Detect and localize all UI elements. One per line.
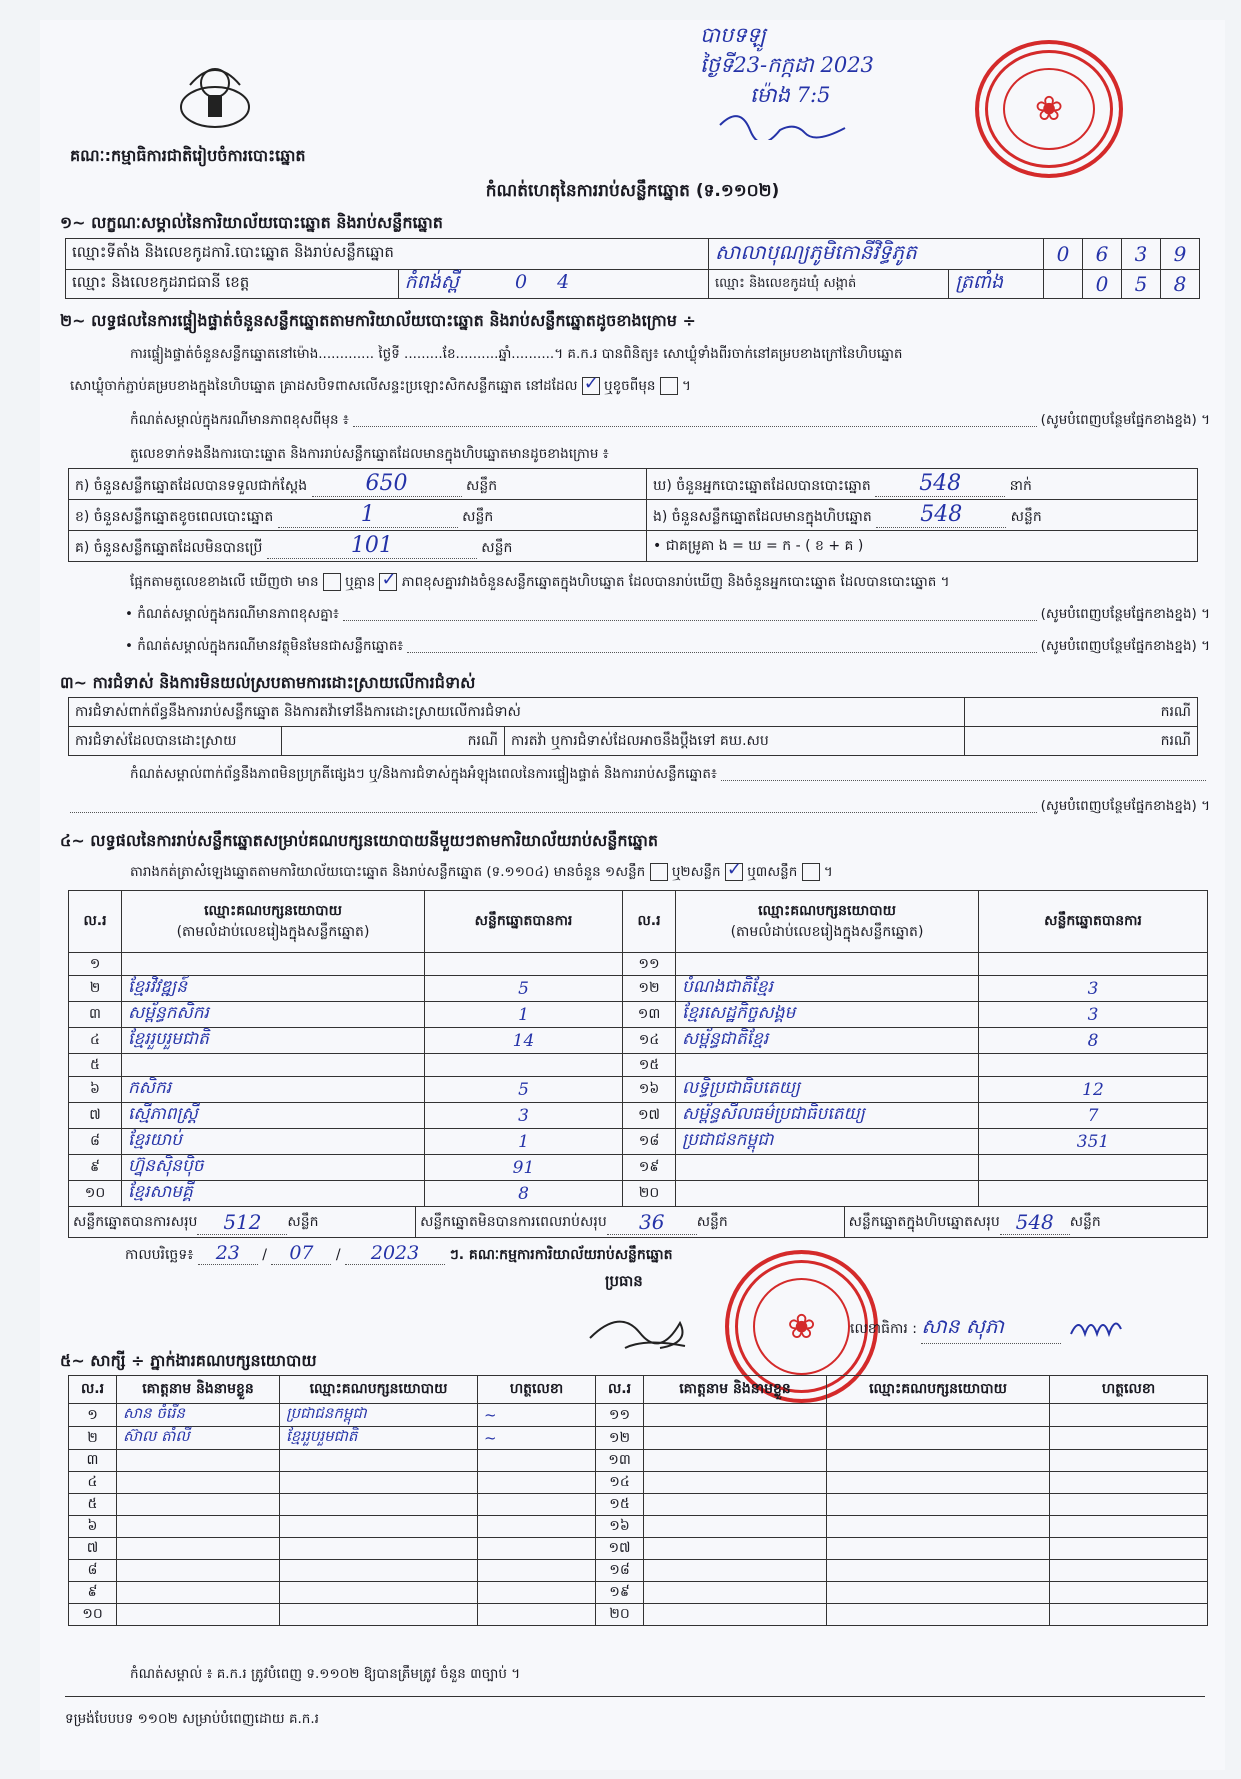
witness-signature	[1050, 1472, 1208, 1494]
total-box-label: សន្លឹកឆ្នោតក្នុងហិបឆ្នោតសរុប	[848, 1213, 1000, 1230]
witness-party: ខ្មែររួបរួមជាតិ	[280, 1427, 478, 1450]
note1-label: កំណត់សម្គាល់ក្នុងករណីមានភាពខុសពីមុន ៖	[130, 412, 349, 428]
form-footer: ទម្រង់បែបបទ ១១០២ សម្រាប់បំពេញដោយ គ.ក.រ	[65, 1711, 319, 1727]
vote-count	[979, 1155, 1208, 1181]
page-title: កំណត់ហេតុនៃការរាប់សន្លឹកឆ្នោត (ទ.១១០២)	[485, 181, 780, 201]
intact-checkbox[interactable]	[582, 377, 600, 395]
witness-row	[69, 1538, 1208, 1560]
witness-party	[280, 1538, 478, 1560]
secretary-label: លេខាធិការ	[850, 1321, 908, 1337]
row-number: ១១	[596, 1404, 644, 1427]
annotation-line: ថ្ងៃទី23-កក្កដា 2023	[700, 53, 874, 77]
witness-party	[280, 1560, 478, 1582]
formula: • ជាគម្រូគា ង = ឃ = ក - ( ខ + គ )	[647, 531, 1198, 562]
footer-rule	[65, 1696, 1205, 1697]
figure-unit: សន្លឹក	[1010, 509, 1042, 525]
witness-signature: ~	[478, 1427, 596, 1450]
resolved-label: ការជំទាស់ដែលបានដោះស្រាយ	[69, 727, 282, 756]
row-number: ១៤	[623, 1028, 676, 1054]
total-valid-label: សន្លឹកឆ្នោតបានការសរុប	[73, 1213, 198, 1230]
figure-unit: សន្លឹក	[462, 509, 494, 525]
results-table	[68, 890, 1208, 1238]
col-sign: ហត្ថលេខា	[1050, 1376, 1208, 1404]
party-name: ប្រជាជនកម្ពុជា	[676, 1129, 979, 1155]
results-row	[69, 976, 1208, 1002]
receipt-annotation	[700, 20, 874, 148]
witness-party	[827, 1560, 1050, 1582]
row-number: ៧	[69, 1103, 122, 1129]
witness-party	[827, 1472, 1050, 1494]
witness-name	[644, 1538, 827, 1560]
witness-row	[69, 1516, 1208, 1538]
code-digit: 3	[1122, 239, 1161, 270]
code-digit: 9	[1161, 239, 1200, 270]
row-number: ១២	[596, 1427, 644, 1450]
witness-name	[644, 1427, 827, 1450]
difference-line	[130, 573, 950, 593]
no-difference-checkbox[interactable]	[379, 573, 397, 591]
witness-signature	[478, 1538, 596, 1560]
figure-unit: នាក់	[1009, 478, 1032, 494]
two-sheet-label: ឬ២សន្លឹក	[671, 864, 721, 880]
row-number: ១៣	[596, 1450, 644, 1472]
section5-title: ៥~ សាក្សី ÷ ភ្នាក់ងារគណបក្សនយោបាយ	[60, 1351, 317, 1370]
section1-title: ១~ លក្ខណៈសម្គាល់នៃការិយាល័យបោះឆ្នោត និងរាប់សន្លឹកឆ្នោត	[60, 213, 443, 232]
witness-signature	[1050, 1538, 1208, 1560]
col-name: គោត្តនាម និងនាមខ្លួន	[117, 1376, 280, 1404]
damaged-checkbox[interactable]	[660, 377, 678, 395]
party-name: ខ្មែរយាប់	[122, 1129, 425, 1155]
has-difference-checkbox[interactable]	[323, 573, 341, 591]
witness-party	[280, 1494, 478, 1516]
witness-name	[644, 1404, 827, 1427]
col-no: ល.រ	[596, 1376, 644, 1404]
row-number: ១៩	[596, 1582, 644, 1604]
figure-label: ង) ចំនួនសន្លឹកឆ្នោតដែលមានក្នុងហិបឆ្នោត	[653, 509, 872, 525]
row-number: ២០	[623, 1181, 676, 1207]
witness-party	[827, 1604, 1050, 1626]
row-number: ២	[69, 1427, 117, 1450]
fill-hint: (សូមបំពេញបន្ថែមផ្នែកខាងខ្នង) ។	[1040, 638, 1210, 654]
vote-count: 12	[979, 1077, 1208, 1103]
row-number: ១៦	[596, 1516, 644, 1538]
vote-count: 5	[425, 1077, 623, 1103]
case-label: ករណី	[282, 727, 505, 756]
vote-count: 8	[979, 1028, 1208, 1054]
row-number: ១៦	[623, 1077, 676, 1103]
section2-para2: សោឃ្លុំចាក់ភ្ជាប់គម្របខាងក្នុងនៃហិបឆ្នោត គ្រាដសបិទពាសលើសន្ទះប្រឡោះសិកសន្លឹកឆ្នោត នៅដដែល ✓ ឬខូចពីមុន ។	[70, 377, 691, 397]
vote-count: 8	[425, 1181, 623, 1207]
date-year: 2023	[345, 1242, 445, 1265]
witness-signature	[1050, 1604, 1208, 1626]
three-sheet-label: ឬ៣សន្លឹក	[747, 864, 798, 880]
party-name: ស្មើភាពស្រ្តី	[122, 1103, 425, 1129]
row-number: ៥	[69, 1054, 122, 1077]
row-number: ៩	[69, 1582, 117, 1604]
section2-note1	[130, 411, 1210, 431]
case-label: ករណី	[965, 698, 1198, 727]
bullet-note-1	[125, 605, 1210, 625]
witness-party	[827, 1582, 1050, 1604]
party-name	[122, 1054, 425, 1077]
witness-party	[827, 1450, 1050, 1472]
committee-sign-label: ៗ. គណៈកម្មការការិយាល័យរាប់សន្លឹកឆ្នោត	[449, 1247, 673, 1263]
row-number: ៧	[69, 1538, 117, 1560]
location-value: សាលាបុណ្យភូមិកោនីវិទ្ធិភូត	[709, 239, 1044, 270]
witness-party: ប្រជាជនកម្ពុជា	[280, 1404, 478, 1427]
col-party: ឈ្មោះគណបក្សនយោបាយ (តាមលំដាប់លេខរៀងក្នុងសន្លឹកឆ្នោត)	[676, 891, 979, 953]
witness-row	[69, 1560, 1208, 1582]
one-sheet-checkbox[interactable]	[650, 863, 668, 881]
witness-party	[827, 1494, 1050, 1516]
party-name	[676, 953, 979, 976]
witness-signature	[1050, 1427, 1208, 1450]
witness-row	[69, 1450, 1208, 1472]
figure-value: 101	[267, 533, 477, 559]
witness-name	[644, 1516, 827, 1538]
witness-signature	[1050, 1404, 1208, 1427]
vote-count	[979, 953, 1208, 976]
witness-signature	[1050, 1450, 1208, 1472]
code-digit: 0	[1044, 239, 1083, 270]
code-digit: 6	[1083, 239, 1122, 270]
compare-text-c: ភាពខុសគ្នារវាងចំនួនសន្លឹកឆ្នោតក្នុងហិបឆ្នោត ដែលបានរាប់ឃើញ និងចំនួនអ្នកបោះឆ្នោត ដែលបានបោះឆ្នោត ។	[401, 574, 950, 590]
vote-count: 5	[425, 976, 623, 1002]
figure-label: ខ) ចំនួនសន្លឹកឆ្នោតខូចពេលបោះឆ្នោត	[75, 509, 274, 525]
province-value	[398, 270, 708, 299]
row-number: ២០	[596, 1604, 644, 1626]
section2-para1: ការផ្ទៀងផ្ទាត់ចំនួនសន្លឹកឆ្នោតនៅម៉ោង............. ថ្ងៃទី .........ខែ..........ឆ្នាំ..........។ គ.ក.រ បានពិនិត្យ៖ សោឃ្លុំទាំងពីរចាក់នៅគម្របខាងក្រៅនៃហិបឆ្នោត	[130, 346, 903, 362]
section3-title: ៣~ ការជំទាស់ និងការមិនយល់ស្របតាមការដោះស្រាយលើការជំទាស់	[60, 673, 476, 692]
signature-icon	[700, 110, 860, 140]
row-number: ១៨	[623, 1129, 676, 1155]
party-name: សម្ព័ន្ធជាតិខ្មែរ	[676, 1028, 979, 1054]
witness-signature	[478, 1472, 596, 1494]
emblem-icon	[170, 55, 260, 135]
total-box-value: 548	[1000, 1210, 1070, 1235]
party-name: ខ្មែរវិវឌ្ឍន៍	[122, 976, 425, 1002]
results-row	[69, 1129, 1208, 1155]
results-row	[69, 1103, 1208, 1129]
witness-row	[69, 1472, 1208, 1494]
section3-note	[130, 765, 1210, 785]
ballot-count-report	[40, 20, 1225, 1770]
bullet2-label: • កំណត់សម្គាល់ក្នុងករណីមានវត្ថុមិនមែនជាសន្លឹកឆ្នោត៖	[125, 638, 404, 654]
commune-label: ឈ្មោះ និងលេខកូដឃុំ សង្កាត់	[709, 270, 949, 299]
unit-label: សន្លឹក	[696, 1213, 728, 1230]
section2-intro: តួលេខទាក់ទងនឹងការបោះឆ្នោត និងការរាប់សន្លឹកឆ្នោតដែលមានក្នុងហិបឆ្នោតមានដូចខាងក្រោម ៖	[130, 446, 609, 462]
secretary-name: សាន សុភា	[921, 1313, 1061, 1344]
vote-count: 1	[425, 1129, 623, 1155]
witness-signature	[478, 1604, 596, 1626]
row-number: ១៥	[596, 1494, 644, 1516]
witness-signature	[1050, 1494, 1208, 1516]
commune-name: ត្រពាំង	[949, 270, 1044, 299]
vote-count: 351	[979, 1129, 1208, 1155]
party-name	[122, 953, 425, 976]
witness-name: ស៊ាល តាំលី	[117, 1427, 280, 1450]
witness-signature	[478, 1450, 596, 1472]
witness-name	[117, 1516, 280, 1538]
results-row	[69, 1028, 1208, 1054]
witness-signature	[478, 1516, 596, 1538]
figure-value: 1	[278, 502, 458, 528]
row-number: ១០	[69, 1181, 122, 1207]
row-number: ១១	[623, 953, 676, 976]
official-stamp	[975, 40, 1123, 178]
col-party: ឈ្មោះគណបក្សនយោបាយ	[827, 1376, 1050, 1404]
objection-table	[68, 697, 1198, 756]
date-day: 23	[198, 1242, 258, 1265]
row-number: ១៩	[623, 1155, 676, 1181]
witness-signature	[478, 1494, 596, 1516]
party-name: ហ្វ៊ុនស៊ិនប៉ិច	[122, 1155, 425, 1181]
vote-count	[979, 1054, 1208, 1077]
total-invalid-value: 36	[607, 1210, 697, 1235]
party-name: ខ្មែររួបរួមជាតិ	[122, 1028, 425, 1054]
section1-table	[65, 238, 1200, 299]
row-number: ១០	[69, 1604, 117, 1626]
col-name: គោត្តនាម និងនាមខ្លួន	[644, 1376, 827, 1404]
witness-name	[644, 1472, 827, 1494]
witness-party	[280, 1516, 478, 1538]
figure-value: 650	[312, 471, 462, 497]
annotation-line: បាបទឡូ	[700, 23, 766, 47]
fill-hint: (សូមបំពេញបន្ថែមផ្នែកខាងខ្នង) ។	[1040, 412, 1210, 428]
col-party: ឈ្មោះគណបក្សនយោបាយ	[280, 1376, 478, 1404]
row-number: ៦	[69, 1516, 117, 1538]
province-code: 4	[557, 271, 570, 293]
figures-row	[69, 469, 1198, 500]
footnote: កំណត់សម្គាល់ ៖ គ.ក.រ ត្រូវបំពេញ ទ.១១០២ ឱ្យបានត្រឹមត្រូវ ចំនួន ៣ច្បាប់ ។	[130, 1666, 521, 1682]
bullet-note-2	[125, 637, 1210, 657]
witness-name	[644, 1450, 827, 1472]
vote-count: 14	[425, 1028, 623, 1054]
commune-code: 0	[1083, 270, 1122, 299]
compare-text-b: ឬគ្មាន	[345, 574, 376, 590]
chair-signature	[585, 1298, 735, 1362]
witness-party	[827, 1427, 1050, 1450]
witness-signature	[478, 1582, 596, 1604]
witness-signature	[1050, 1582, 1208, 1604]
witness-name	[644, 1604, 827, 1626]
row-number: ១៧	[623, 1103, 676, 1129]
row-number: ៨	[69, 1560, 117, 1582]
province-name: កំពង់ស្ពឺ	[404, 271, 459, 293]
vote-count	[425, 953, 623, 976]
row-number: ១៥	[623, 1054, 676, 1077]
section2-para2-text: សោឃ្លុំចាក់ភ្ជាប់គម្របខាងក្នុងនៃហិបឆ្នោត គ្រាដសបិទពាសលើសន្ទះប្រឡោះសិកសន្លឹកឆ្នោត នៅដដែល	[70, 378, 578, 394]
party-name: កសិករ	[122, 1077, 425, 1103]
witness-name	[117, 1604, 280, 1626]
vote-count: 3	[979, 1002, 1208, 1028]
witness-name	[117, 1450, 280, 1472]
row-number: ៨	[69, 1129, 122, 1155]
figure-unit: សន្លឹក	[481, 540, 513, 556]
row-number: ១៤	[596, 1472, 644, 1494]
witness-name: សាន ចំរើន	[117, 1404, 280, 1427]
row-number: ១៧	[596, 1538, 644, 1560]
vote-count: 1	[425, 1002, 623, 1028]
results-row	[69, 1155, 1208, 1181]
witness-signature	[1050, 1560, 1208, 1582]
party-name	[676, 1155, 979, 1181]
figure-label: ឃ) ចំនួនអ្នកបោះឆ្នោតដែលបានបោះឆ្នោត	[653, 478, 871, 494]
witness-name	[117, 1472, 280, 1494]
section2-title: ២~ លទ្ធផលនៃការផ្ទៀងផ្ទាត់ចំនួនសន្លឹកឆ្នោតតាមការិយាល័យបោះឆ្នោត និងរាប់សន្លឹកឆ្នោតដូចខាងក្រោម ÷	[60, 311, 696, 330]
results-row	[69, 1054, 1208, 1077]
results-row	[69, 1181, 1208, 1207]
col-votes: សន្លឹកឆ្នោតបានការ	[979, 891, 1208, 953]
col-votes: សន្លឹកឆ្នោតបានការ	[425, 891, 623, 953]
bullet1-label: • កំណត់សម្គាល់ក្នុងករណីមានភាពខុសគ្នា៖	[125, 606, 339, 622]
commune-code: 8	[1161, 270, 1200, 299]
results-row	[69, 953, 1208, 976]
two-sheet-checkbox[interactable]	[725, 863, 743, 881]
witness-party	[827, 1516, 1050, 1538]
row-number: ១	[69, 1404, 117, 1427]
row-number: ១២	[623, 976, 676, 1002]
row-number: ១	[69, 953, 122, 976]
chair-label: ប្រធាន	[605, 1272, 643, 1290]
results-row	[69, 1077, 1208, 1103]
party-name: លទ្ធិប្រជាធិបតេយ្យ	[676, 1077, 979, 1103]
fill-hint: (សូមបំពេញបន្ថែមផ្នែកខាងខ្នង) ។	[1040, 606, 1210, 622]
col-no: ល.រ	[623, 891, 676, 953]
witness-name	[117, 1582, 280, 1604]
compare-text-a: ផ្អែកតាមតួលេខខាងលើ ឃើញថា មាន	[130, 574, 319, 590]
witness-row	[69, 1604, 1208, 1626]
witness-name	[117, 1560, 280, 1582]
section4-title: ៤~ លទ្ធផលនៃការរាប់សន្លឹកឆ្នោតសម្រាប់គណបក្សនយោបាយនីមួយៗតាមការិយាល័យរាប់សន្លឹកឆ្នោត	[60, 831, 659, 850]
damaged-label: ឬខូចពីមុន	[604, 378, 656, 394]
party-name: ខ្មែរសាមគ្គី	[122, 1181, 425, 1207]
col-party: ឈ្មោះគណបក្សនយោបាយ (តាមលំដាប់លេខរៀងក្នុងសន្លឹកឆ្នោត)	[122, 891, 425, 953]
witness-name	[644, 1494, 827, 1516]
row-number: ៤	[69, 1472, 117, 1494]
row-number: ១៨	[596, 1560, 644, 1582]
committee-name: គណៈ:កម្មាធិការជាតិរៀបចំការបោះឆ្នោត	[70, 146, 306, 165]
sheet-count-intro: តារាងកត់ត្រាសំឡេងឆ្នោតតាមការិយាល័យបោះឆ្នោត និងរាប់សន្លឹកឆ្នោត (ទ.១១០៤) មានចំនួន ១សន្លឹក	[130, 864, 646, 880]
witness-row	[69, 1427, 1208, 1450]
row-number: ៣	[69, 1450, 117, 1472]
witness-party	[280, 1472, 478, 1494]
witness-row	[69, 1404, 1208, 1427]
figures-table	[68, 468, 1198, 562]
figure-value: 548	[876, 502, 1006, 528]
figures-row	[69, 500, 1198, 531]
party-name: ខ្មែរសេដ្ឋកិច្ចសង្គម	[676, 1002, 979, 1028]
figures-row	[69, 531, 1198, 562]
stamp-emblem-icon: ❀	[787, 1306, 816, 1347]
sheet-count-line: តារាងកត់ត្រាសំឡេងឆ្នោតតាមការិយាល័យបោះឆ្នោត និងរាប់សន្លឹកឆ្នោត (ទ.១១០៤) មានចំនួន ១សន្លឹក ឬ២សន្លឹក ✓ ឬ៣សន្លឹក ។	[130, 863, 833, 883]
witness-party	[827, 1538, 1050, 1560]
witness-signature: ~	[478, 1404, 596, 1427]
section3-note-cont	[70, 797, 1210, 817]
unit-label: សន្លឹក	[287, 1213, 319, 1230]
col-no: ល.រ	[69, 1376, 117, 1404]
date-month: 07	[271, 1242, 331, 1265]
row-number: ១៣	[623, 1002, 676, 1028]
vote-count: 3	[425, 1103, 623, 1129]
total-valid-value: 512	[197, 1210, 287, 1235]
case-label: ករណី	[965, 727, 1198, 756]
witness-name	[644, 1582, 827, 1604]
witness-party	[280, 1604, 478, 1626]
appeal-label: ការតវ៉ា ឬការជំទាស់ដែលអាចនឹងប្តឹងទៅ គឃ.សប	[505, 727, 965, 756]
results-row	[69, 1002, 1208, 1028]
stamp-emblem-icon: ❀	[1034, 89, 1064, 129]
row-number: ៥	[69, 1494, 117, 1516]
objection-row-label: ការជំទាស់ពាក់ព័ន្ធនឹងការរាប់សន្លឹកឆ្នោត និងការតវ៉ាទៅនឹងការដោះស្រាយលើការជំទាស់	[69, 698, 965, 727]
party-name: សម្ព័ន្ធសីលធម៌ប្រជាធិបតេយ្យ	[676, 1103, 979, 1129]
col-sign: ហត្ថលេខា	[478, 1376, 596, 1404]
party-name	[676, 1054, 979, 1077]
vote-count: 91	[425, 1155, 623, 1181]
vote-count: 7	[979, 1103, 1208, 1129]
figure-label: គ) ចំនួនសន្លឹកឆ្នោតដែលមិនបានប្រើ	[75, 540, 263, 556]
date-line: កាលបរិច្ឆេទ៖ 23 / 07 / 2023 ៗ. គណៈកម្មការការិយាល័យរាប់សន្លឹកឆ្នោត	[125, 1242, 673, 1264]
location-label: ឈ្មោះទីតាំង និងលេខកូដការិ.បោះឆ្នោត និងរាប់សន្លឹកឆ្នោត	[66, 239, 709, 270]
party-name: សម្ព័ន្ធកសិករ	[122, 1002, 425, 1028]
fill-hint: (សូមបំពេញបន្ថែមផ្នែកខាងខ្នង) ។	[1040, 798, 1210, 814]
witness-signature	[478, 1560, 596, 1582]
secretary-line: លេខាធិការ : សាន សុភា	[850, 1313, 1136, 1344]
annotation-line: ម៉ោង 7:5	[750, 83, 831, 107]
witness-party	[280, 1450, 478, 1472]
party-name: បំណងជាតិខ្មែរ	[676, 976, 979, 1002]
row-number: ២	[69, 976, 122, 1002]
witness-party	[827, 1404, 1050, 1427]
figure-label: ក) ចំនួនសន្លឹកឆ្នោតដែលបានទទួលជាក់ស្តែង	[75, 478, 308, 494]
province-code: 0	[514, 271, 528, 293]
vote-count	[979, 1181, 1208, 1207]
witness-signature	[1050, 1516, 1208, 1538]
party-name	[676, 1181, 979, 1207]
col-no: ល.រ	[69, 891, 122, 953]
unit-label: សន្លឹក	[1069, 1213, 1101, 1230]
row-number: ៩	[69, 1155, 122, 1181]
figure-value: 548	[875, 471, 1005, 497]
witness-party	[280, 1582, 478, 1604]
vote-count	[425, 1054, 623, 1077]
witness-row	[69, 1582, 1208, 1604]
section3-note-text: កំណត់សម្គាល់ពាក់ព័ន្ធនឹងភាពមិនប្រក្រតីផ្សេងៗ ឬ/និងការជំទាស់ក្នុងអំឡុងពេលនៃការផ្ទៀងផ្ទាត់ និងការរាប់សន្លឹកឆ្នោត៖	[130, 766, 717, 782]
row-number: ៤	[69, 1028, 122, 1054]
date-label: កាលបរិច្ឆេទ៖	[125, 1247, 194, 1263]
row-number: ៣	[69, 1002, 122, 1028]
witness-row	[69, 1494, 1208, 1516]
signature-icon	[585, 1298, 735, 1358]
nec-emblem	[170, 55, 260, 135]
commune-code: 5	[1122, 270, 1161, 299]
total-invalid-label: សន្លឹកឆ្នោតមិនបានការពេលរាប់សរុប	[420, 1213, 607, 1230]
row-number: ៦	[69, 1077, 122, 1103]
witness-name	[644, 1560, 827, 1582]
witness-name	[117, 1494, 280, 1516]
three-sheet-checkbox[interactable]	[802, 863, 820, 881]
province-label: ឈ្មោះ និងលេខកូដរាជធានី ខេត្ត	[66, 270, 399, 299]
vote-count: 3	[979, 976, 1208, 1002]
witness-table	[68, 1375, 1208, 1626]
witness-name	[117, 1538, 280, 1560]
signature-icon	[1066, 1314, 1136, 1344]
figure-unit: សន្លឹក	[466, 478, 498, 494]
